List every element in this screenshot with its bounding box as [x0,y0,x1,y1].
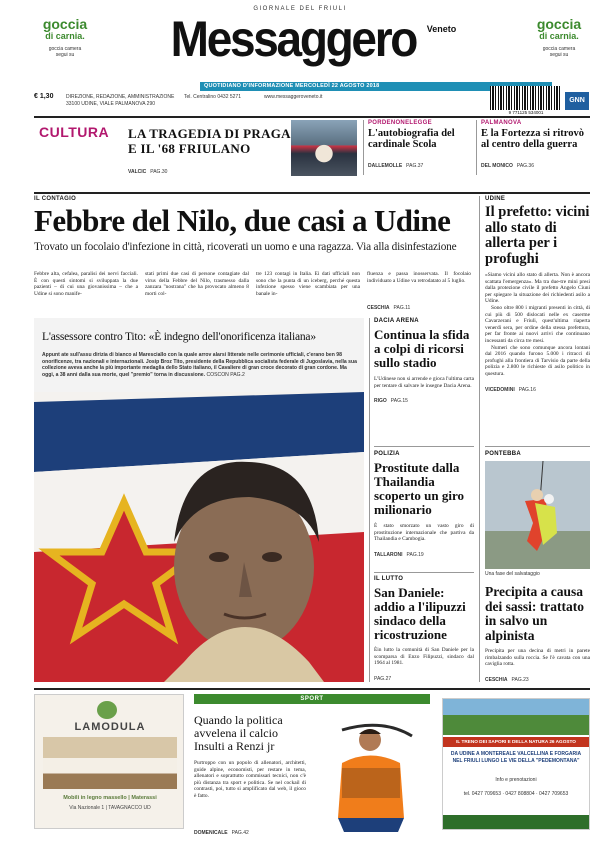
tito-body-text: Appunt ate sull'assu dirizia di bianco al Maresciallo con la quale arrov alarsi litterate nelle cerimonie ufficiali, c'erano ben 98 onorificenze, tra nazionali e internazionali. Josip Broz Tito, presidente della Repubblica socialista federale di Jugoslavia, nella sua collezione aveva anche la più importante medaglia dello Stato italiano, il Cavaliere di gran croce decorato di gran cordone. Ma oggi, a 38 anni dalla sua morte, quel "premio" torna in discussione. [42,352,357,378]
ad-left[interactable] [34,18,96,70]
info-line-4[interactable]: www.messaggeroveneto.it [264,94,323,100]
dacia-page: PAG.15 [390,398,408,405]
lamodula-bed-image [43,737,177,789]
dacia-body: L'Udinese non si arrende e gioca l'ultima carta per tentare di salvare le insegne Dacia Arena. [374,376,474,389]
lead-article[interactable] [34,196,474,311]
ad-lamodula[interactable] [34,694,184,829]
polizia-body: È stato smorzato un vasto giro di prostituzione internazionale che partiva da Thailandia e Cambogia. [374,523,474,543]
lutto-headline: San Daniele: addio a l'ilipuzzi sindaco della ricostruzione [374,585,466,642]
lutto-article[interactable] [374,576,474,682]
lamodula-logo-icon [97,701,117,719]
rule-udine [485,446,590,447]
lead-subhead: Trovato un focolaio d'infezione in città, ricoverati un uomo e una ragazza. Via alla disinfestazione [34,240,457,253]
barcode [490,86,562,110]
gnn-logo: GNN [565,92,589,110]
lamodula-line-2: Via Nazionale 1 | TAVAGNACCO UD [69,805,151,811]
cultura-page: PAG.30 [150,169,168,175]
cultura-byline: VALCIC [128,169,147,175]
barcode-digits: 9 771125 534001 [508,110,544,115]
cultura-headline-2: E IL '68 FRIULANO [128,141,251,156]
sport-label: SPORT [194,694,430,704]
ad-right-line2: segui su [549,52,569,58]
udine-headline: Il prefetto: vicini allo stato di allerta per i profughi [485,204,590,267]
ad-left-brand2: di carnia. [45,31,85,41]
lead-page: PAG.11 [393,305,411,311]
cultura-tease[interactable] [34,120,364,178]
ad-left-line1: goccia camera [48,46,82,52]
lead-col-3: tre 123 contagi in Italia. Ei dati ufficiali non sono che la punta di un iceberg, perché questa infezione spesso viene scambiata per una banale in- [256,271,360,297]
polizia-byline: TALLARONI [374,551,403,558]
treno-phone: tel. 0427 709653 · 0427 808804 · 0427 709653 [463,791,569,797]
dacia-headline: Continua la sfida a colpi di ricorsi sullo stadio [374,327,470,370]
treno-line-3: Info e prenotazioni [495,777,537,783]
polizia-page: PAG.19 [406,551,424,558]
pontebba-body: Precipita per una decina di metri in parete rimbalzando sulla roccia. Se l'è cavata con una caviglia rotta. [485,648,590,668]
info-line-3: Tel. Centralino 0432 5271 [184,94,241,100]
palmanova-tease[interactable] [481,120,589,175]
pordenone-headline: L'autobiografia del cardinale Scola [368,128,455,150]
pordenone-page: PAG.37 [406,163,424,170]
rule-dacia [374,446,474,447]
palmanova-headline: E la Fortezza si ritrovò al centro della guerra [481,128,585,150]
pontebba-article[interactable] [485,451,590,682]
lamodula-line-1: Mobili in legno massello | Materassi [63,795,157,801]
treno-footer-bar [443,815,589,829]
lead-kicker: IL CONTAGIO [34,196,77,202]
sport-page: PAG.42 [231,830,249,836]
sport-body: Purtroppo con un popolo di allenatori, architetti, guide alpine, economisti, per restare in tema, allenatori e soprattutto commissari tecnici, non c'è più distanza tra sport e politica. Se nel cockail di contrasti, poi, tutto si amplificato dal web, il gioco è fatto. [194,760,306,799]
topbar-divider-2 [476,120,477,175]
ad-left-line2: segui su [55,52,75,58]
lamodula-brand: LAMODULA [74,721,146,733]
dacia-kicker: DACIA ARENA [374,318,419,324]
tito-page: PAG.2 [230,371,245,378]
pontebba-caption: Una fase del salvataggio [485,571,540,577]
lead-col-4: fluenza e passa inosservata. Il focolaio individuato a Udine va retrodatato al 5 luglio. [367,271,471,284]
pontebba-page: PAG.23 [511,676,529,683]
dateline-text: QUOTIDIANO D'INFORMAZIONE MERCOLEDÌ 22 AGOSTO 2018 [204,83,380,89]
lead-col-1: Febbre alta, cefalea, paralisi dei nervi facciali. È con questi sintomi si sviluppata la due pazienti – di cui una giovanissima – che a Udine si sono manife- [34,271,138,297]
ad-left-brand: goccia [42,16,88,32]
masthead-name: Messaggero [170,11,417,67]
treno-landscape-image [443,699,589,735]
ad-right[interactable] [528,18,590,70]
sport-byline: DOMENICALE [194,830,228,836]
polizia-headline: Prostitute dalla Thailandia scoperto un giro milionario [374,460,465,517]
sport-photo [312,708,430,832]
lead-col-2: stati primi due casi di persone contagiate dal virus della Febbre del Nilo, trasmesso dalla zanzara "nostrana" che ha provocato almeno 8 morti col- [145,271,249,297]
rule-main [34,192,590,194]
sport-article[interactable] [194,694,430,834]
tito-body [42,352,358,378]
udine-body-1: «Siamo vicini allo stato di allerta. Non è ancora scattata l'emergenza». Ma tra due-tre mini presi dalla protezione civile il prefetto Angelo Ciuni per spiegare la situazione dei richiedenti asilo a Udine. [485,272,590,305]
dacia-article[interactable] [374,318,474,438]
masthead-subtitle: GIORNALE DEL FRIULI [253,6,347,12]
lutto-body: Èin lutto la comunità di San Daniele per la scomparsa di Enzo Filipuzzi, sindaco dal 1964 al 1981. [374,647,474,667]
cultura-headline-1: LA TRAGEDIA DI PRAGA [128,126,291,141]
pontebba-kicker: PONTEBBA [485,451,522,457]
info-strip [34,93,474,115]
treno-line-2: NEL FRIULI LUNGO LE VIE DELLA "PEDEMONTANA" [452,758,580,764]
palmanova-kicker: PALMANOVA [481,120,522,126]
topbar-divider-1 [363,120,364,175]
rule-bottom [34,688,590,690]
dacia-byline: RIGO [374,398,387,405]
ad-treno[interactable] [442,698,590,830]
udine-body-3: Numeri che sono comunque ancora lontani dal 2016 quando furono 5.000 i ritracci di profughi alla frontiera di Tarvisio da parte della polizia e 2.800 le richieste di asilo politico in questura. [485,344,590,377]
mid-divider [369,318,370,682]
polizia-kicker: POLIZIA [374,451,400,457]
lutto-kicker: IL LUTTO [374,576,404,582]
tito-byline: COSCON [206,371,229,378]
treno-title: IL TRENO DEI SAPORI E DELLA NATURA 26 AGOSTO [443,737,589,747]
rule-top [34,116,590,118]
udine-body-2: Sono oltre 800 i migranti presenti in città, di cui più di 500 dislocati nelle ex caserme Cavarzerani e Friuli, quest'ultima riaperta venerdì sera, per ordine della stessa prefettura, per far fronte ai nuovi arrivi che continuano incessanti da circa tre mesi. [485,304,590,344]
lutto-page: PAG.27 [374,675,392,682]
pordenone-byline: DALLEMOLLE [368,163,403,170]
udine-article[interactable] [485,196,590,446]
info-line-1: DIREZIONE, REDAZIONE, AMMINISTRAZIONE [66,94,175,100]
palmanova-page: PAG.36 [516,163,534,170]
tito-illustration [34,392,364,682]
masthead-title [160,10,457,68]
pontebba-headline: Precipita a causa dei sassi: trattato in salvo un alpinista [485,584,584,643]
sport-headline: Quando la politica avvelena il calcio Insulti a Renzi jr [194,713,283,753]
tito-box[interactable] [34,318,364,682]
udine-page: PAG.16 [518,386,536,393]
lead-byline: CESCHIA [367,305,390,311]
pontebba-photo [485,461,590,569]
pordenone-tease[interactable] [368,120,472,175]
cultura-image [291,120,357,176]
ad-right-brand2: di carnia. [539,31,579,41]
treno-line-1: DA UDINE A MONTEREALE VALCELLINA E FORGARIA [450,751,582,757]
price-label: € 1,30 [34,93,54,100]
rule-polizia [374,572,474,573]
ad-right-line1: goccia camera [542,46,576,52]
tito-headline: L'assessore contro Tito: «È indegno dell'onorificenza italiana» [42,331,316,343]
pontebba-byline: CESCHIA [485,676,508,683]
palmanova-byline: DEL MONICO [481,163,513,170]
info-line-2: 33100 UDINE, VIALE PALMANOVA 290 [66,101,156,107]
udine-byline: VICEDOMINI [485,386,515,393]
lead-headline: Febbre del Nilo, due casi a Udine [34,203,451,238]
masthead-suffix: Veneto [426,24,457,34]
right-divider [479,196,480,682]
udine-kicker: UDINE [485,196,506,202]
cultura-label: CULTURA [39,124,110,140]
pordenone-kicker: PORDENONELEGGE [368,120,432,126]
polizia-article[interactable] [374,451,474,571]
ad-right-brand: goccia [536,16,582,32]
